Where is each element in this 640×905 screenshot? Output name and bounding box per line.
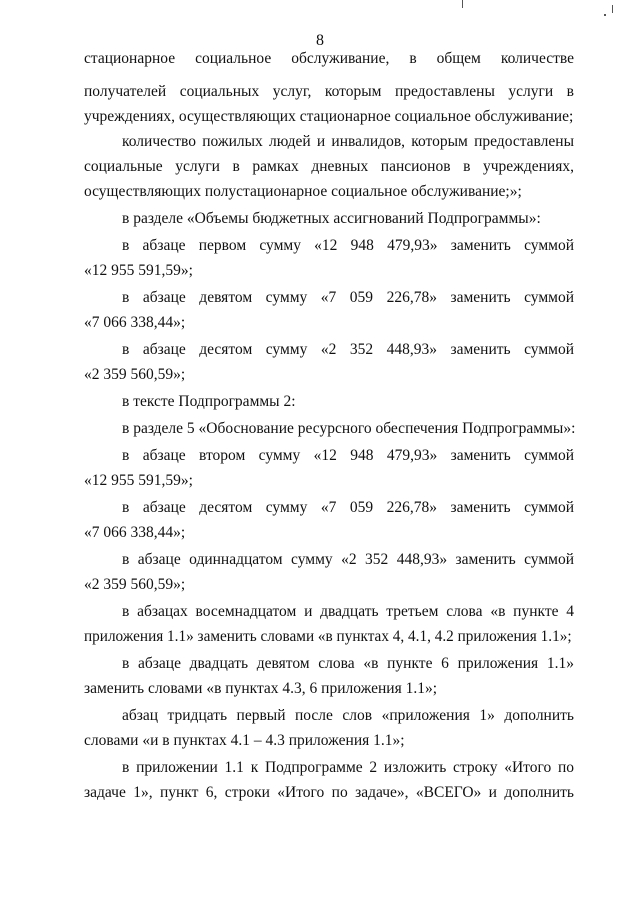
text-line: в приложении 1.1 к Подпрограмме 2 изложить строку «Итого по [122,759,574,776]
scan-mark [462,0,463,8]
text-line: в тексте Подпрограммы 2: [122,393,296,410]
text-line: «2 359 560,59»; [84,576,186,593]
text-line: социальные услуги в рамках дневных пансионов в учреждениях, [84,158,574,175]
text-line: в абзаце втором сумму «12 948 479,93» заменить суммой [122,447,574,464]
text-line: в разделе 5 «Обоснование ресурсного обеспечения Подпрограммы»: [122,420,576,437]
text-line: осуществляющих полустационарное социальное обслуживание;»; [84,183,522,200]
scan-mark [604,14,606,16]
text-line: в абзаце двадцать девятом слова «в пункте 6 приложения 1.1» [122,655,574,672]
text-line: в разделе «Объемы бюджетных ассигнований Подпрограммы»: [122,210,541,227]
text-line: получателей социальных услуг, которым предоставлены услуги в [84,83,574,100]
text-line: абзац тридцать первый после слов «приложения 1» дополнить [122,707,574,724]
text-line: «2 359 560,59»; [84,366,186,383]
scan-mark [612,5,613,13]
text-line: в абзаце первом сумму «12 948 479,93» заменить суммой [122,237,574,254]
text-line: «12 955 591,59»; [84,262,193,279]
text-line: в абзаце десятом сумму «7 059 226,78» заменить суммой [122,499,574,516]
text-line: в абзаце одиннадцатом сумму «2 352 448,93» заменить суммой [122,551,574,568]
text-line: учреждениях, осуществляющих стационарное социальное обслуживание; [84,108,574,125]
text-line: стационарное социальное обслуживание, в общем количестве [84,50,574,67]
text-line: в абзаце девятом сумму «7 059 226,78» заменить суммой [122,289,574,306]
text-line: «7 066 338,44»; [84,524,186,541]
text-line: количество пожилых людей и инвалидов, которым предоставлены [122,133,574,150]
text-line: «7 066 338,44»; [84,314,186,331]
text-line: заменить словами «в пунктах 4.3, 6 приложения 1.1»; [84,680,438,697]
text-line: в абзацах восемнадцатом и двадцать третьем слова «в пункте 4 [122,603,574,620]
text-line: приложения 1.1» заменить словами «в пунктах 4, 4.1, 4.2 приложения 1.1»; [84,628,572,645]
text-line: словами «и в пунктах 4.1 – 4.3 приложения 1.1»; [84,732,405,749]
text-line: «12 955 591,59»; [84,472,193,489]
text-line: в абзаце десятом сумму «2 352 448,93» заменить суммой [122,341,574,358]
page-number: 8 [316,32,324,49]
text-line: задаче 1», пункт 6, строки «Итого по задаче», «ВСЕГО» и дополнить [84,784,574,801]
